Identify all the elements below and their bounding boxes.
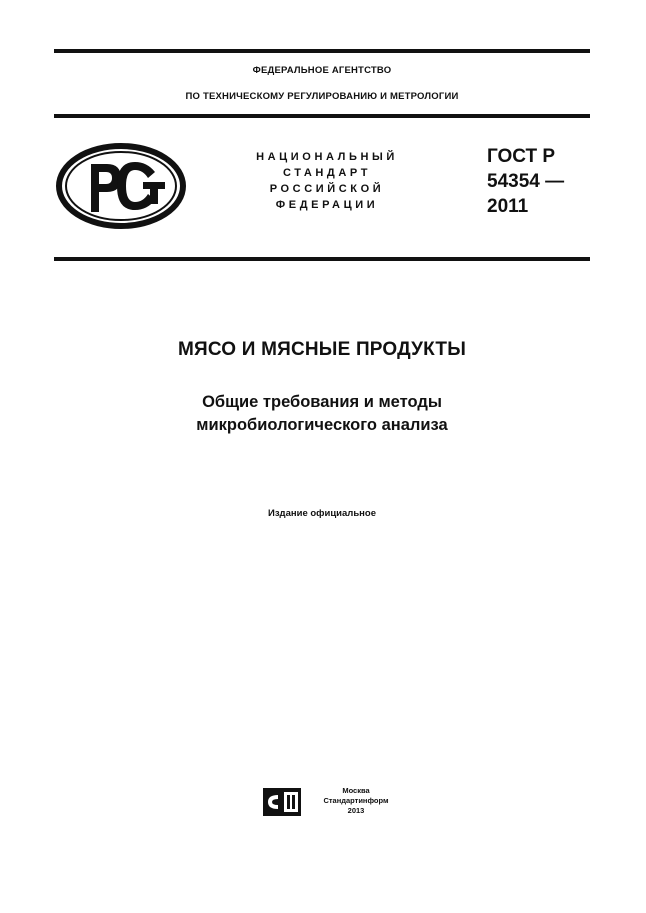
agency-line-1: ФЕДЕРАЛЬНОЕ АГЕНТСТВО (252, 65, 392, 76)
gost-line: ГОСТ Р (487, 146, 556, 167)
header-divider (54, 114, 590, 118)
publisher-year: 2013 (347, 806, 365, 815)
agency-line-2: ПО ТЕХНИЧЕСКОМУ РЕГУЛИРОВАНИЮ И МЕТРОЛОГИИ (185, 91, 459, 102)
subtitle-line: Общие требования и методы (202, 393, 442, 411)
national-standard-label (232, 149, 422, 213)
document-title: МЯСО И МЯСНЫЕ ПРОДУКТЫ (177, 339, 467, 360)
top-rule (54, 49, 590, 53)
publisher-city: Москва (342, 786, 370, 795)
national-line: СТАНДАРТ (282, 167, 372, 179)
block-divider (54, 257, 590, 261)
edition-label: Издание официальное (268, 508, 376, 519)
gost-line: 54354 — (487, 171, 565, 192)
gost-line: 2011 (487, 196, 529, 217)
document-subtitle (54, 391, 590, 437)
gost-designation (487, 144, 597, 219)
national-line: НАЦИОНАЛЬНЫЙ (256, 151, 398, 163)
publisher-info (306, 786, 406, 816)
national-line: ФЕДЕРАЦИИ (275, 199, 379, 211)
national-line: РОССИЙСКОЙ (269, 183, 385, 195)
publisher-name: Стандартинформ (323, 796, 389, 805)
standartinform-logo-icon (262, 787, 302, 817)
rst-certification-mark-icon (55, 142, 187, 230)
subtitle-line: микробиологического анализа (196, 416, 448, 434)
